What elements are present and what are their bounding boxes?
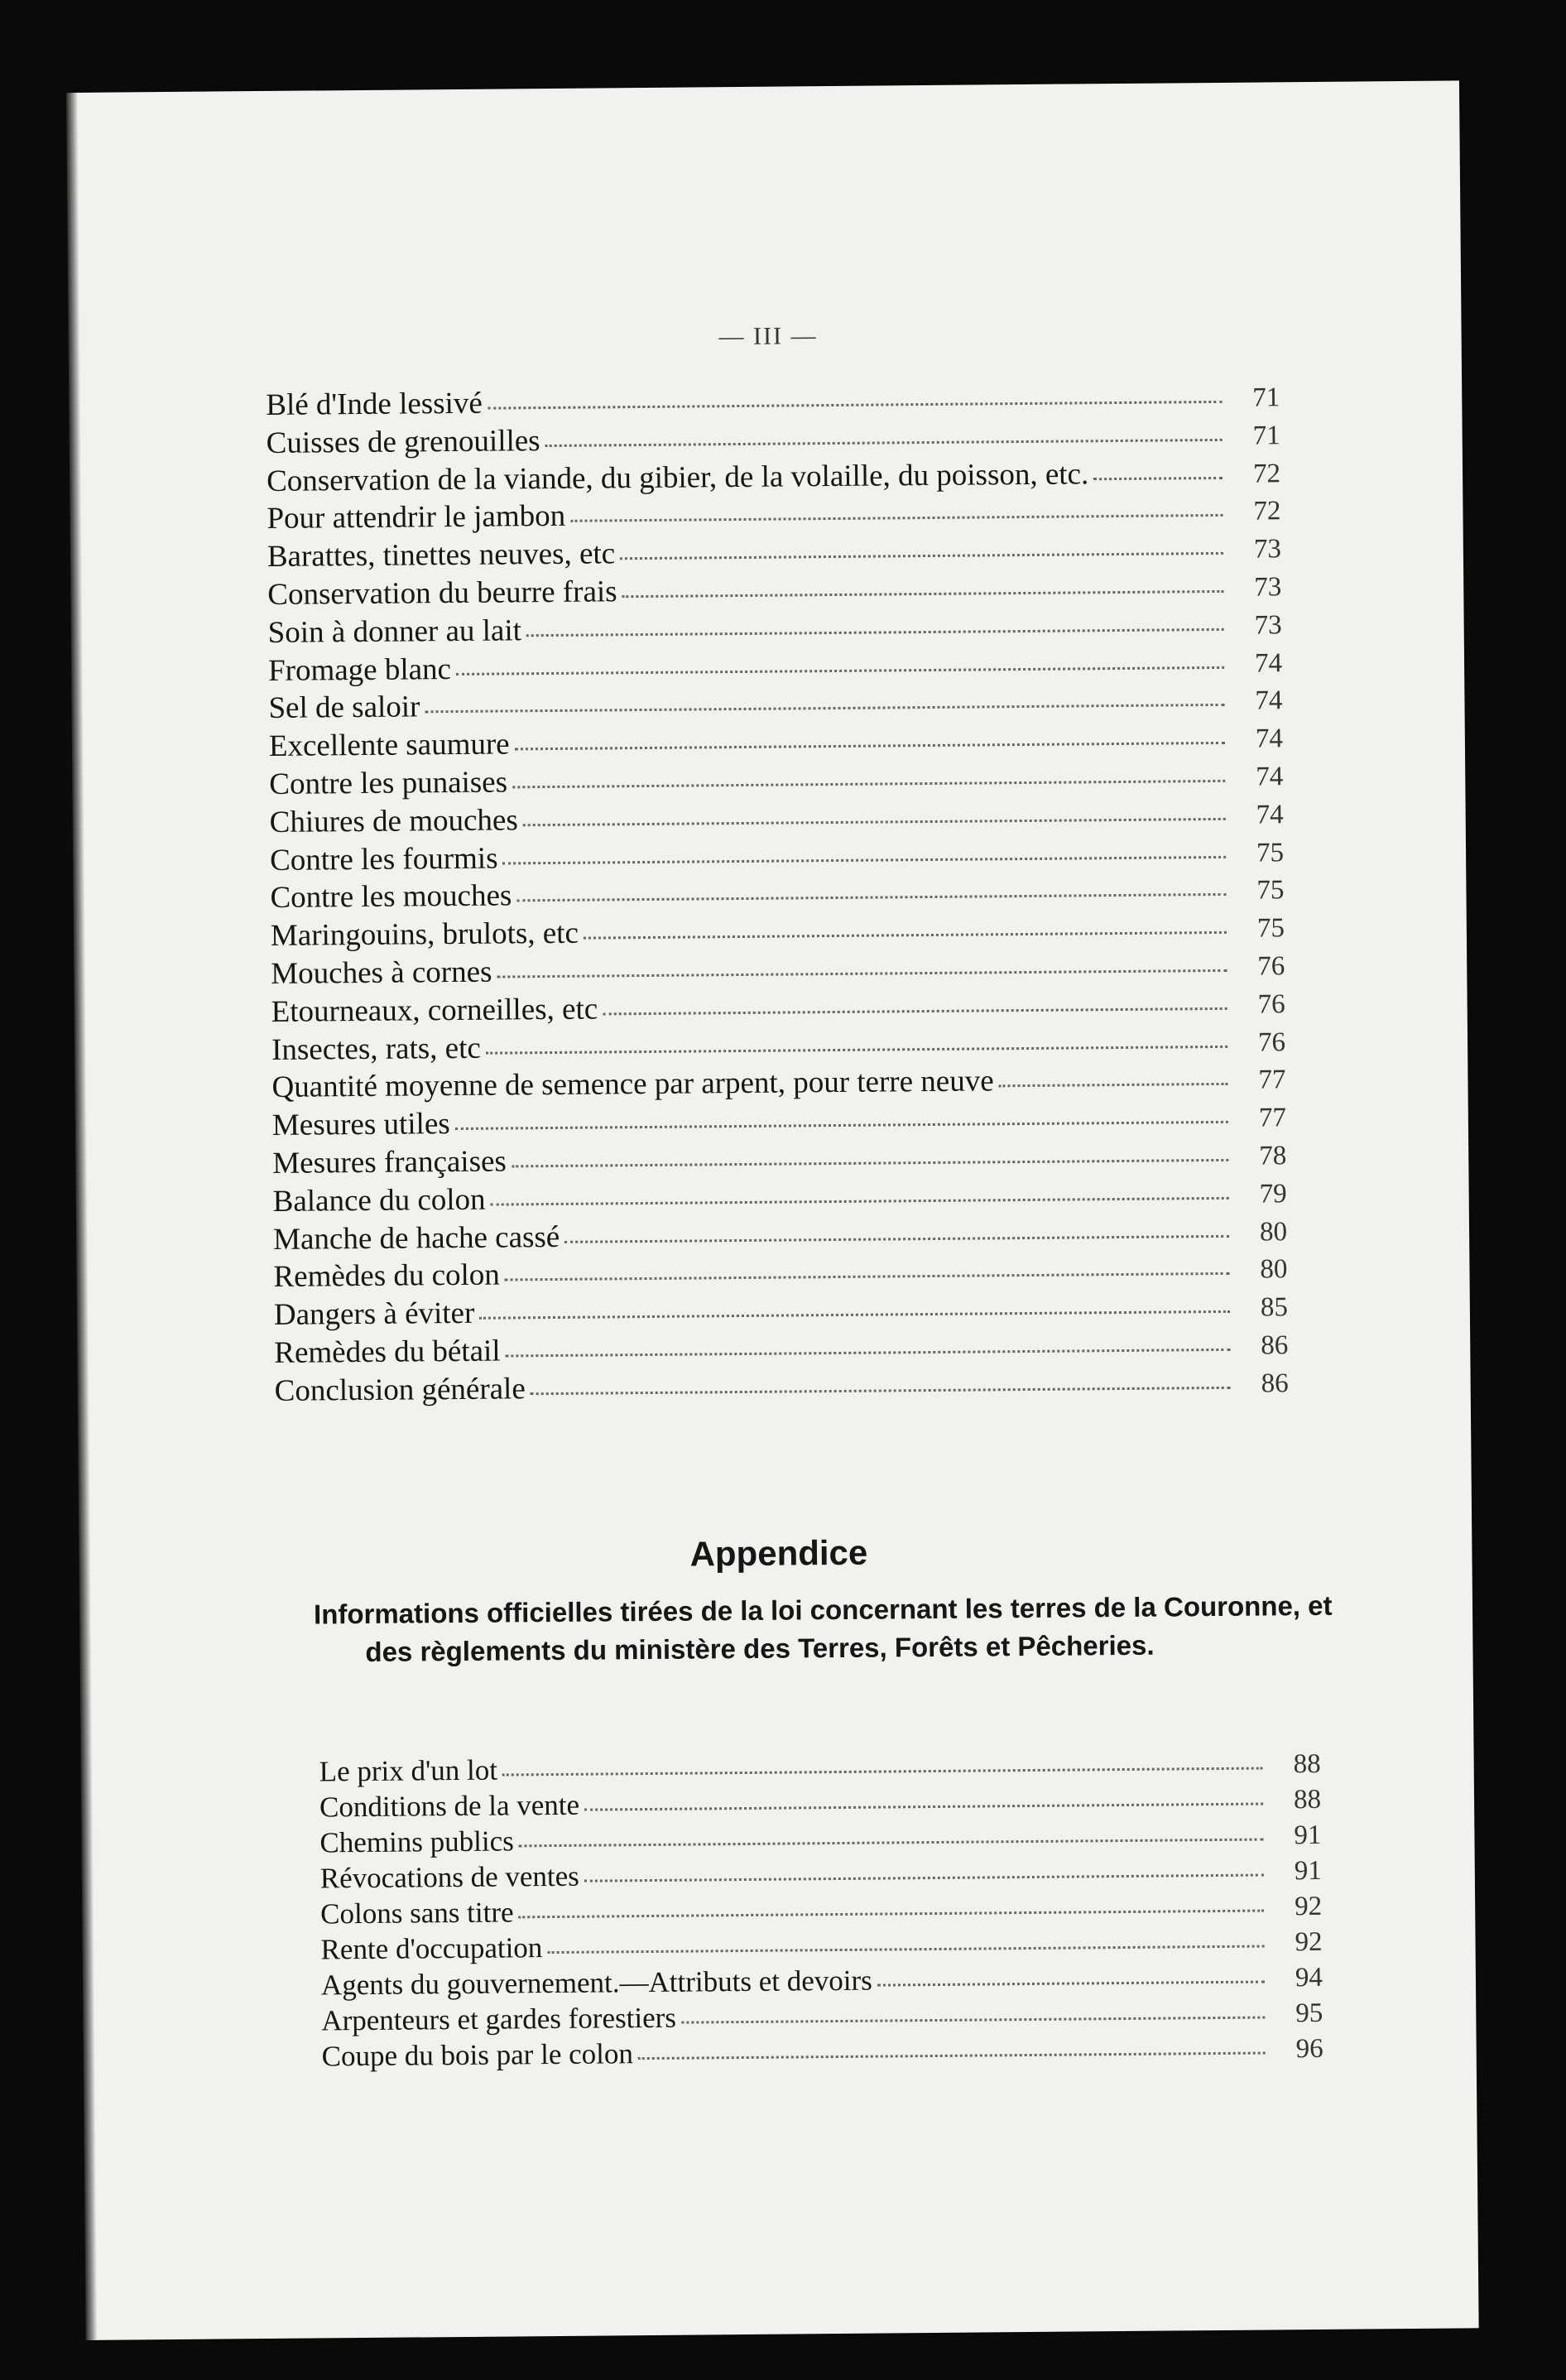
toc-entry-title: Conservation de la viande, du gibier, de la volaille, du poisson, etc.	[266, 456, 1089, 498]
toc-entry-title: Chemins publics	[319, 1825, 514, 1859]
toc-entry-page: 72	[1252, 458, 1281, 489]
appendix-contents	[319, 1746, 1323, 2075]
dot-leader	[1093, 476, 1223, 479]
toc-entry-page: 92	[1295, 1926, 1323, 1958]
dot-leader	[638, 2052, 1266, 2060]
dot-leader	[455, 1121, 1228, 1130]
dot-leader	[545, 439, 1223, 447]
dot-leader	[506, 1349, 1231, 1358]
toc-entry-page: 73	[1254, 610, 1282, 641]
page-binding-edge	[66, 93, 98, 2340]
toc-entry-title: Colons sans titre	[320, 1896, 514, 1930]
appendix-intro: Informations officielles tirées de la loi concernant les terres de la Couronne, et des règlements du ministère des Terres, Forêts et Pêcheries.	[313, 1589, 1333, 1667]
dot-leader	[502, 1767, 1263, 1777]
dot-leader	[564, 1234, 1229, 1243]
toc-entry-page: 72	[1253, 496, 1281, 526]
dot-leader	[516, 893, 1226, 902]
toc-entry-title: Rente d'occupation	[320, 1931, 543, 1966]
toc-entry-title: Mouches à cornes	[271, 954, 492, 991]
table-of-contents	[266, 378, 1289, 1411]
dot-leader	[479, 1310, 1230, 1320]
toc-entry-page: 94	[1295, 1962, 1323, 1993]
dot-leader	[488, 401, 1222, 410]
toc-entry-page: 88	[1293, 1784, 1322, 1815]
toc-entry-title: Conditions de la vente	[319, 1788, 580, 1824]
toc-entry-title: Etourneaux, corneilles, etc	[271, 992, 598, 1029]
dot-leader	[425, 704, 1224, 713]
dot-leader	[519, 1910, 1265, 1919]
toc-entry-page: 92	[1295, 1891, 1323, 1922]
toc-entry-title: Fromage blanc	[267, 651, 452, 688]
toc-entry-page: 91	[1294, 1820, 1322, 1851]
toc-entry-page: 75	[1256, 875, 1285, 906]
toc-entry-title: Conclusion générale	[274, 1372, 526, 1408]
toc-entry-title: Quantité moyenne de semence par arpent, pour terre neuve	[271, 1064, 994, 1105]
toc-entry-title: Balance du colon	[272, 1182, 486, 1219]
page-number-header: — III —	[718, 322, 818, 351]
dot-leader	[547, 1945, 1264, 1954]
toc-entry-page: 76	[1257, 1027, 1286, 1058]
toc-entry-title: Pour attendrir le jambon	[267, 499, 566, 536]
toc-entry-page: 79	[1259, 1178, 1287, 1209]
toc-entry-title: Manche de hache cassé	[272, 1219, 560, 1257]
toc-entry-title: Blé d'Inde lessivé	[266, 386, 483, 422]
toc-entry-title: Mesures françaises	[272, 1144, 507, 1180]
toc-entry-page: 74	[1255, 724, 1284, 754]
dot-leader	[526, 628, 1224, 637]
dot-leader	[570, 514, 1223, 522]
toc-entry-page: 77	[1258, 1065, 1286, 1095]
toc-entry-page: 80	[1260, 1254, 1288, 1285]
dot-leader	[999, 1083, 1228, 1087]
dot-leader	[603, 1007, 1227, 1016]
dot-leader	[584, 1803, 1263, 1811]
dot-leader	[515, 742, 1225, 750]
toc-entry-title: Sel de saloir	[268, 690, 420, 726]
appendix-title: Appendice	[689, 1532, 868, 1574]
toc-entry-page: 74	[1256, 762, 1284, 792]
toc-entry-page: 76	[1257, 951, 1285, 982]
toc-entry-title: Coupe du bois par le colon	[321, 2037, 634, 2073]
toc-entry-title: Conservation du beurre frais	[267, 575, 617, 612]
toc-entry-title: Contre les fourmis	[269, 841, 498, 877]
toc-entry-title: Remèdes du bétail	[274, 1334, 501, 1370]
toc-entry-page: 73	[1253, 534, 1282, 565]
toc-entry-title: Maringouins, brulots, etc	[270, 916, 579, 954]
dot-leader	[491, 1197, 1229, 1206]
dot-leader	[531, 1387, 1231, 1395]
toc-entry-title: Contre les mouches	[270, 878, 512, 916]
toc-entry-page: 78	[1259, 1141, 1287, 1171]
dot-leader	[877, 1981, 1265, 1987]
toc-entry-title: Arpenteurs et gardes forestiers	[321, 2001, 677, 2037]
toc-entry-title: Soin à donner au lait	[267, 613, 522, 650]
toc-entry-page: 77	[1258, 1103, 1287, 1133]
toc-entry	[322, 2031, 1323, 2075]
dot-leader	[584, 1874, 1264, 1882]
toc-entry-title: Mesures utiles	[271, 1107, 450, 1143]
dot-leader	[620, 552, 1223, 560]
dot-leader	[512, 1159, 1228, 1168]
toc-entry-title: Agents du gouvernement.—Attributs et devoirs	[320, 1964, 872, 2002]
toc-entry-page: 76	[1257, 989, 1285, 1020]
dot-leader	[681, 2017, 1265, 2024]
toc-entry-page: 71	[1252, 421, 1280, 451]
toc-entry-page: 91	[1294, 1855, 1322, 1887]
toc-entry-page: 88	[1293, 1748, 1321, 1780]
toc-entry-title: Insectes, rats, etc	[271, 1031, 481, 1067]
toc-entry-page: 74	[1255, 685, 1283, 716]
toc-entry-title: Barattes, tinettes neuves, etc	[267, 536, 616, 575]
toc-entry-page: 75	[1256, 837, 1285, 868]
toc-entry-title: Remèdes du colon	[273, 1257, 500, 1295]
toc-entry-page: 86	[1261, 1368, 1289, 1399]
toc-entry-page: 71	[1252, 382, 1280, 413]
dot-leader	[523, 818, 1226, 826]
toc-entry-page: 86	[1261, 1330, 1289, 1361]
toc-entry-page: 96	[1295, 2033, 1323, 2065]
toc-entry-title: Cuisses de grenouilles	[266, 423, 540, 460]
toc-entry-title: Chiures de mouches	[269, 803, 518, 839]
dot-leader	[622, 590, 1224, 598]
dot-leader	[505, 1272, 1230, 1281]
toc-entry	[275, 1364, 1289, 1411]
toc-entry-page: 80	[1259, 1216, 1288, 1248]
dot-leader	[486, 1045, 1227, 1054]
dot-leader	[503, 855, 1227, 864]
toc-entry-title: Contre les punaises	[269, 765, 508, 801]
toc-entry-title: Dangers à éviter	[273, 1296, 475, 1333]
toc-entry-title: Le prix d'un lot	[319, 1753, 498, 1788]
dot-leader	[456, 666, 1224, 675]
toc-entry-page: 73	[1254, 572, 1282, 603]
toc-entry-page: 95	[1295, 1998, 1323, 2029]
toc-entry-page: 74	[1256, 800, 1284, 830]
toc-entry-page: 74	[1254, 647, 1283, 679]
toc-entry-page: 75	[1256, 913, 1285, 944]
dot-leader	[584, 931, 1227, 940]
dot-leader	[512, 780, 1225, 789]
dot-leader	[497, 969, 1227, 978]
toc-entry-page: 85	[1260, 1292, 1289, 1323]
toc-entry-title: Excellente saumure	[268, 727, 510, 764]
dot-leader	[519, 1839, 1264, 1848]
toc-entry-title: Révocations de ventes	[319, 1859, 579, 1895]
page-sheet	[73, 80, 1479, 2340]
